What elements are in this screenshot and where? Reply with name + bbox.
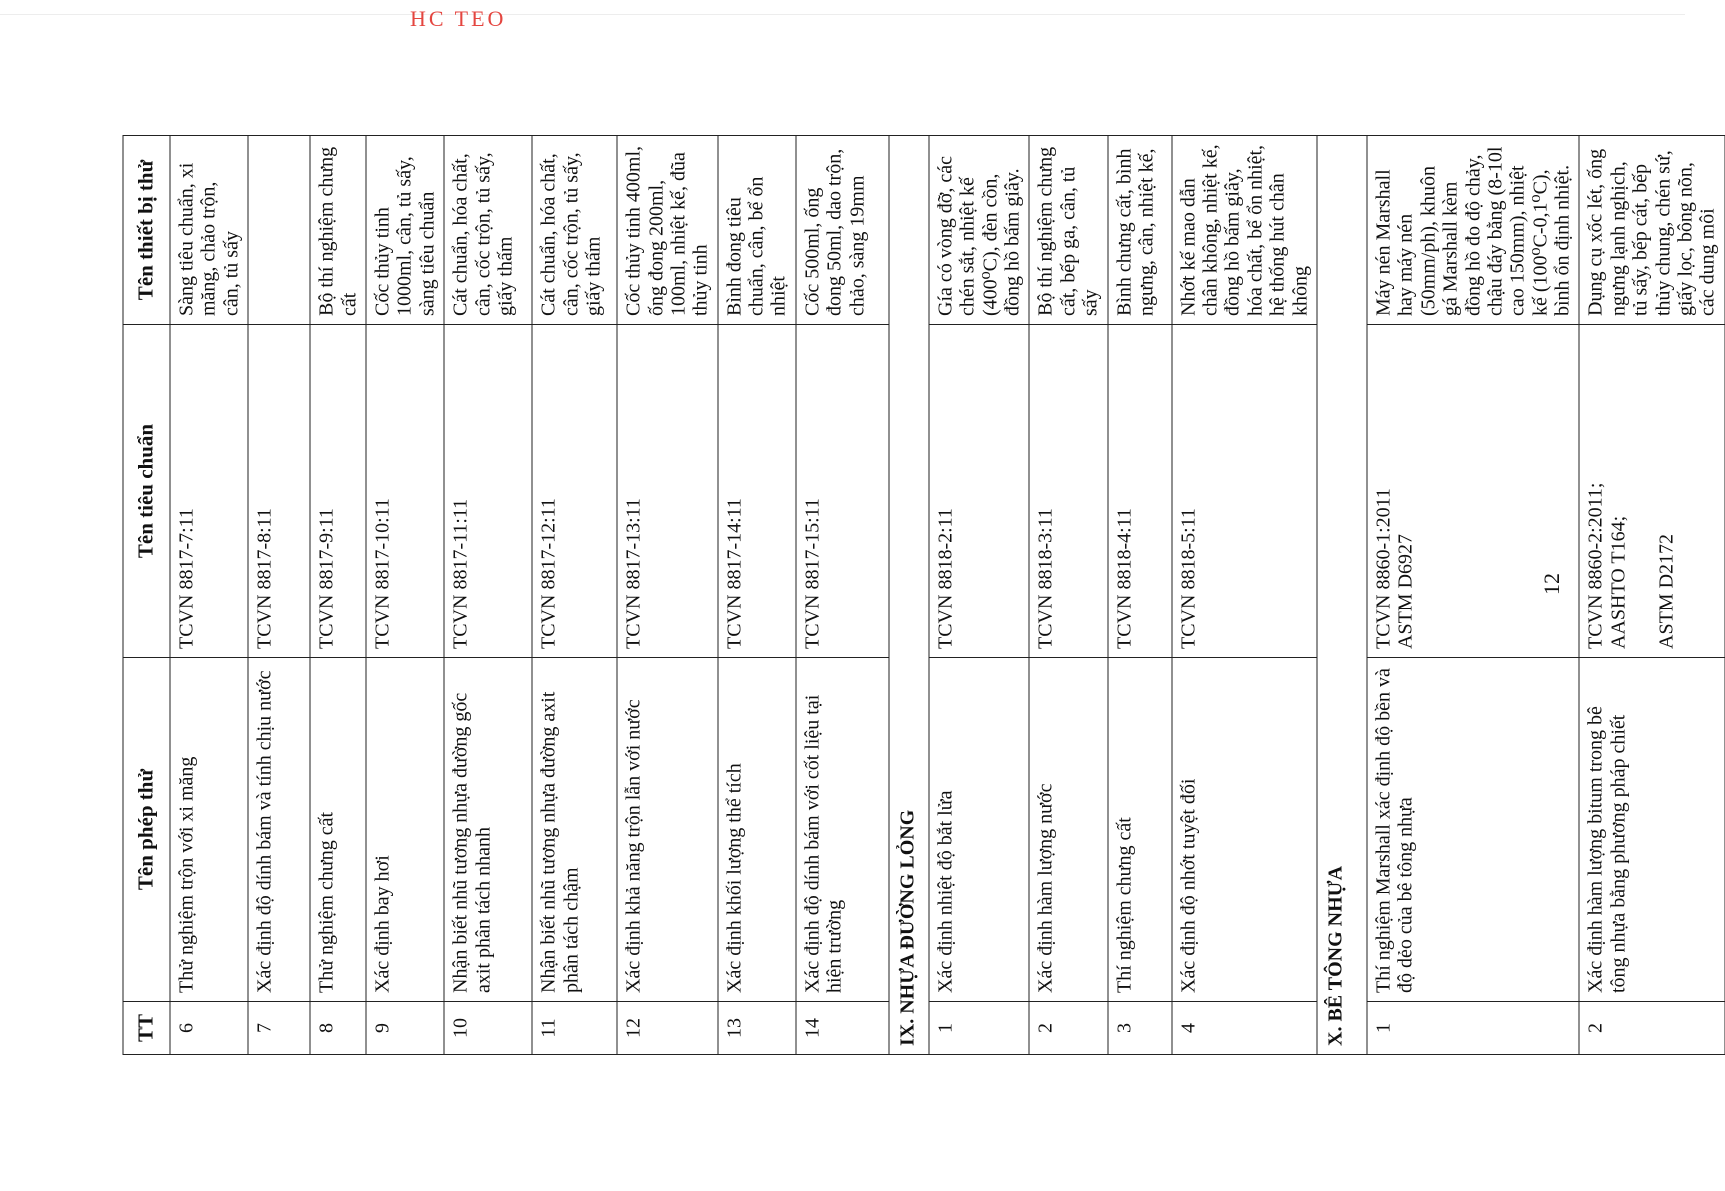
row-equipment: Gía có vòng đỡ, các chén sắt, nhiệt kế (400⁰C), đèn cồn, đồng hồ bấm giây.	[929, 136, 1030, 325]
row-standard: TCVN 8817-12:11	[532, 325, 617, 658]
row-test: Thí nghiệm Marshall xác định độ bền và độ dẻo của bê tông nhựa	[1367, 658, 1580, 1002]
row-tt: 9	[366, 1002, 444, 1055]
row-test: Xác định độ dính bám và tính chịu nước	[248, 658, 310, 1002]
header-equipment-name: Tên thiết bị thử	[123, 136, 170, 325]
row-standard: TCVN 8817-14:11	[718, 325, 796, 658]
row-tt: 6	[170, 1002, 248, 1055]
row-test: Nhận biết nhũ tương nhựa đường gốc axit phân tách nhanh	[444, 658, 532, 1002]
equipment-table	[123, 135, 1725, 1055]
row-equipment: Cát chuẩn, hóa chất, cân, cốc trộn, tủ sấy, giấy thấm	[532, 136, 617, 325]
row-test: Thử nghiệm chưng cất	[310, 658, 366, 1002]
standard-line: TCVN 8860-2:2011;	[1584, 482, 1607, 649]
section-heading-x: X. BÊ TÔNG NHỰA	[1317, 136, 1367, 1055]
row-test: Thí nghiệm chưng cất	[1108, 658, 1172, 1002]
row-standard	[1579, 325, 1724, 658]
standard-line: ASTM D2172	[1655, 533, 1678, 649]
row-test: Xác định độ dính bám với cốt liệu tại hiện trường	[796, 658, 889, 1002]
table-row	[1108, 136, 1172, 1055]
row-equipment: Bình chưng cất, bình ngưng, cân, nhiệt kế,	[1108, 136, 1172, 325]
row-test: Xác định hàm lượng bitum trong bê tông nhựa bằng phương pháp chiết	[1579, 658, 1724, 1002]
row-tt: 13	[718, 1002, 796, 1055]
row-equipment: Sàng tiêu chuẩn, xi măng, chảo trộn, cân, tủ sấy	[170, 136, 248, 325]
table-row	[366, 136, 444, 1055]
row-standard: TCVN 8817-10:11	[366, 325, 444, 658]
row-equipment: Cốc 500ml, ống đong 50ml, dao trộn, chảo, sàng 19mm	[796, 136, 889, 325]
row-tt: 10	[444, 1002, 532, 1055]
row-standard: TCVN 8817-7:11	[170, 325, 248, 658]
row-equipment: Dụng cụ xốc lét, ống ngưng lạnh nghịch, tủ sấy, bếp cát, bếp thủy chung, chén sứ, giấy lọc, bông nõn, các dung môi	[1579, 136, 1724, 325]
red-stamp-mark: HC TEO	[410, 6, 507, 31]
table-row	[929, 136, 1030, 1055]
row-test: Nhận biết nhũ tương nhựa đường axit phân tách chậm	[532, 658, 617, 1002]
row-test: Xác định hàm lượng nước	[1029, 658, 1107, 1002]
page-number: 12	[1539, 573, 1564, 595]
row-standard: TCVN 8818-3:11	[1029, 325, 1107, 658]
row-test: Xác định khối lượng thể tích	[718, 658, 796, 1002]
table-row	[1367, 136, 1580, 1055]
table-row	[532, 136, 617, 1055]
table-row	[1029, 136, 1107, 1055]
rotated-page-content	[123, 135, 1719, 1055]
section-heading-ix: IX. NHỰA ĐƯỜNG LỎNG	[889, 136, 929, 1055]
table-row	[796, 136, 889, 1055]
row-standard: TCVN 8818-2:11	[929, 325, 1030, 658]
row-tt: 14	[796, 1002, 889, 1055]
header-test-name: Tên phép thử	[123, 658, 170, 1002]
row-equipment: Cát chuẩn, hóa chất, cân, cốc trộn, tủ sấy, giấy thấm	[444, 136, 532, 325]
row-tt: 4	[1172, 1002, 1317, 1055]
row-test: Xác định độ nhớt tuyệt đối	[1172, 658, 1317, 1002]
table-row	[718, 136, 796, 1055]
table-header-row	[123, 136, 170, 1055]
row-test: Xác định khả năng trộn lẫn với nước	[617, 658, 718, 1002]
row-test: Xác định nhiệt độ bắt lửa	[929, 658, 1030, 1002]
row-equipment: Nhớt kế mao dẫn chân không, nhiệt kế, đồng hồ bấm giây, hóa chất, bể ổn nhiệt, hệ thống hút chân không	[1172, 136, 1317, 325]
row-equipment	[248, 136, 310, 325]
row-tt: 1	[1367, 1002, 1580, 1055]
row-tt: 3	[1108, 1002, 1172, 1055]
row-tt: 2	[1579, 1002, 1724, 1055]
row-standard: TCVN 8817-11:11	[444, 325, 532, 658]
table-row	[310, 136, 366, 1055]
standard-line: TCVN 8860-1:2011	[1372, 488, 1395, 649]
row-tt: 8	[310, 1002, 366, 1055]
row-tt: 2	[1029, 1002, 1107, 1055]
row-standard: TCVN 8818-5:11	[1172, 325, 1317, 658]
row-standard: TCVN 8817-15:11	[796, 325, 889, 658]
row-standard: TCVN 8817-13:11	[617, 325, 718, 658]
standard-line: ASTM D6927	[1394, 533, 1417, 649]
row-tt: 1	[929, 1002, 1030, 1055]
section-row	[1317, 136, 1367, 1055]
table-row	[617, 136, 718, 1055]
scan-edge-line	[0, 14, 1685, 15]
row-equipment: Cốc thủy tinh 400ml, ống đong 200ml, 100ml, nhiệt kế, đũa thủy tinh	[617, 136, 718, 325]
standard-line: AASHTO T164;	[1607, 515, 1630, 649]
row-equipment: Cốc thủy tinh 1000ml, cân, tủ sấy, sàng tiêu chuẩn	[366, 136, 444, 325]
row-standard: TCVN 8817-9:11	[310, 325, 366, 658]
table-row	[170, 136, 248, 1055]
row-standard	[1367, 325, 1580, 658]
row-tt: 11	[532, 1002, 617, 1055]
row-equipment: Bộ thí nghiệm chưng cất, bếp ga, cân, tủ sấy	[1029, 136, 1107, 325]
row-test: Thử nghiệm trộn với xi măng	[170, 658, 248, 1002]
row-standard: TCVN 8818-4:11	[1108, 325, 1172, 658]
table-row	[248, 136, 310, 1055]
section-row	[889, 136, 929, 1055]
row-standard: TCVN 8817-8:11	[248, 325, 310, 658]
row-equipment: Bộ thí nghiệm chưng cất	[310, 136, 366, 325]
header-tt: TT	[123, 1002, 170, 1055]
row-tt: 7	[248, 1002, 310, 1055]
table-row	[1579, 136, 1724, 1055]
row-equipment: Máy nén Marshall hay máy nén (50mm/ph), khuôn gá Marshall kèm đồng hồ đo độ chảy, chậu đáy bằng (8-10l cao 150mm), nhiệt kế (100⁰C-0,1⁰C), bình ổn định nhiệt.	[1367, 136, 1580, 325]
row-test: Xác định bay hơi	[366, 658, 444, 1002]
row-tt: 12	[617, 1002, 718, 1055]
table-row	[1172, 136, 1317, 1055]
row-equipment: Bình đong tiêu chuẩn, cân, bể ổn nhiệt	[718, 136, 796, 325]
header-standard-name: Tên tiêu chuẩn	[123, 325, 170, 658]
table-row	[444, 136, 532, 1055]
